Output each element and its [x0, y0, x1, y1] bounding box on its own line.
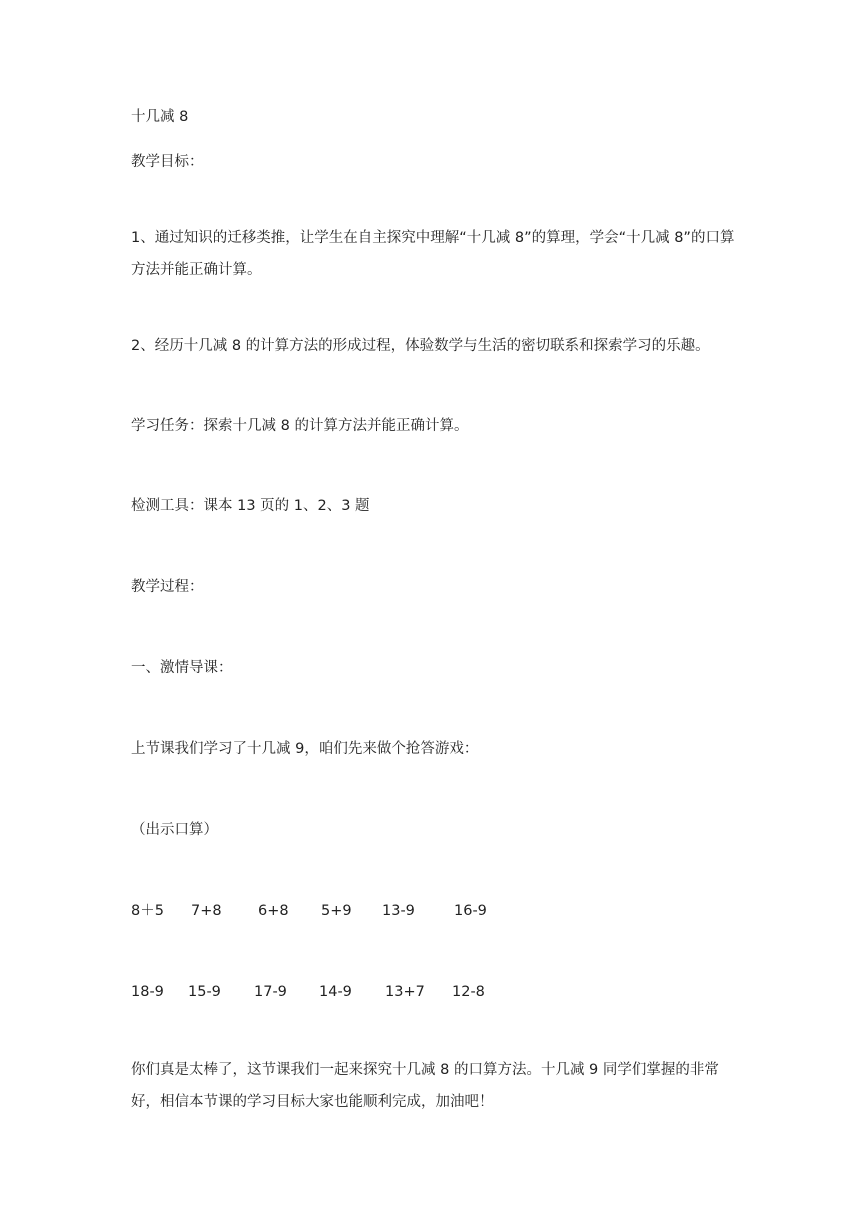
- exercise-item: 16-9: [454, 903, 487, 919]
- exercise-item: 14-9: [319, 984, 352, 1000]
- exercise-item: 12-8: [452, 984, 485, 1000]
- exercise-item: 17-9: [254, 984, 287, 1000]
- show-calculation-note: （出示口算）: [131, 822, 218, 838]
- assessment-tools: 检测工具：课本 13 页的 1、2、3 题: [131, 498, 370, 514]
- exercise-item: 13+7: [385, 984, 425, 1000]
- exercise-item: 13-9: [382, 903, 415, 919]
- learning-task: 学习任务：探索十几减 8 的计算方法并能正确计算。: [131, 418, 469, 434]
- intro-text: 上节课我们学习了十几减 9，咱们先来做个抢答游戏：: [131, 741, 479, 757]
- exercise-item: 18-9: [131, 984, 164, 1000]
- document-title: 十几减 8: [131, 109, 189, 125]
- exercise-item: 6+8: [258, 903, 289, 919]
- process-heading: 教学过程：: [131, 579, 204, 595]
- exercise-item: 8＋5: [131, 903, 164, 919]
- closing-paragraph: 你们真是太棒了，这节课我们一起来探究十几减 8 的口算方法。十几减 9 同学们掌握的非常好，相信本节课的学习目标大家也能顺利完成，加油吧！: [131, 1062, 719, 1110]
- exercise-item: 15-9: [188, 984, 221, 1000]
- exercise-item: 7+8: [191, 903, 222, 919]
- section-heading-intro: 一、激情导课：: [131, 660, 233, 676]
- exercise-item: 5+9: [321, 903, 352, 919]
- objective-1: 1、通过知识的迁移类推，让学生在自主探究中理解“十几减 8”的算理，学会“十几减 8”的口算方法并能正确计算。: [131, 230, 735, 278]
- objectives-heading: 教学目标：: [131, 154, 204, 170]
- objective-2: 2、经历十几减 8 的计算方法的形成过程，体验数学与生活的密切联系和探索学习的乐趣。: [131, 338, 710, 354]
